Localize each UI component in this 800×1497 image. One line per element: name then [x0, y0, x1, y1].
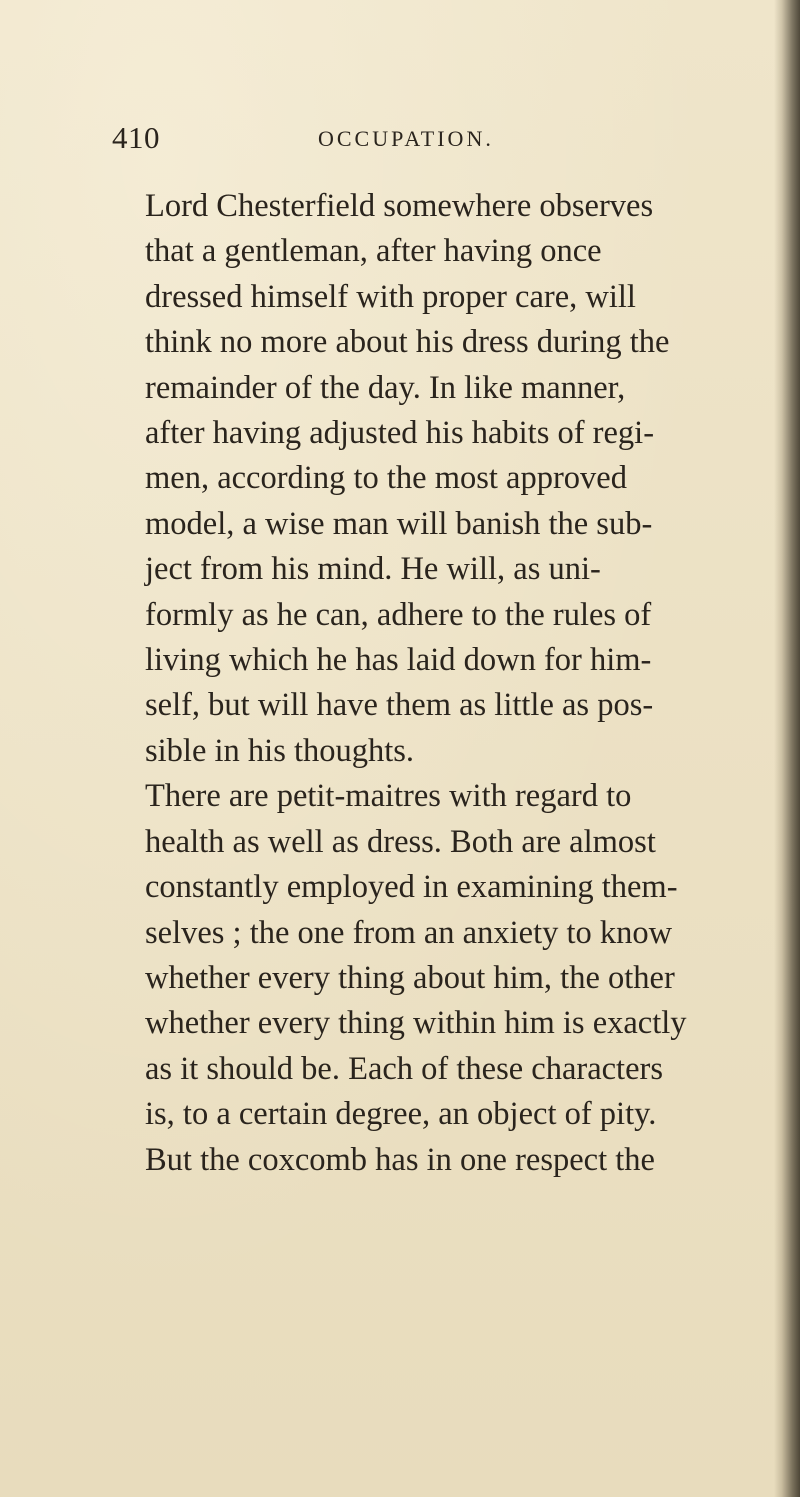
text-line: as it should be. Each of these characters: [145, 1050, 663, 1087]
body-text: [112, 184, 712, 1183]
text-line: is, to a certain degree, an object of pity.: [145, 1096, 657, 1133]
paragraph-2: [112, 774, 712, 1183]
text-line: health as well as dress. Both are almost: [145, 823, 656, 860]
text-line: dressed himself with proper care, will: [145, 278, 636, 315]
text-line: But the coxcomb has in one respect the: [145, 1141, 655, 1178]
text-line: that a gentleman, after having once: [145, 233, 602, 270]
text-line: after having adjusted his habits of regi-: [145, 415, 655, 452]
text-line: There are petit-maitres with regard to: [145, 778, 632, 815]
text-line: living which he has laid down for him-: [145, 642, 652, 679]
text-line: sible in his thoughts.: [145, 732, 415, 769]
text-line: think no more about his dress during the: [145, 324, 670, 361]
text-line: ject from his mind. He will, as uni-: [145, 551, 601, 588]
text-line: selves ; the one from an anxiety to know: [145, 914, 673, 951]
text-line: Lord Chesterfield somewhere observes: [145, 188, 654, 224]
text-line: constantly employed in examining them-: [145, 869, 678, 906]
page-edge-shadow: [774, 0, 800, 1497]
page-header: [112, 118, 702, 162]
running-head: OCCUPATION.: [318, 126, 494, 151]
paragraph-1: [112, 184, 712, 774]
text-line: whether every thing about him, the other: [145, 959, 675, 996]
text-line: men, according to the most approved: [145, 460, 627, 497]
text-line: model, a wise man will banish the sub-: [145, 505, 653, 542]
page-number: 410: [112, 120, 160, 155]
text-line: self, but will have them as little as pos-: [145, 687, 654, 724]
text-line: formly as he can, adhere to the rules of: [145, 596, 652, 633]
text-line: remainder of the day. In like manner,: [145, 369, 626, 406]
text-line: whether every thing within him is exactly: [145, 1005, 687, 1042]
